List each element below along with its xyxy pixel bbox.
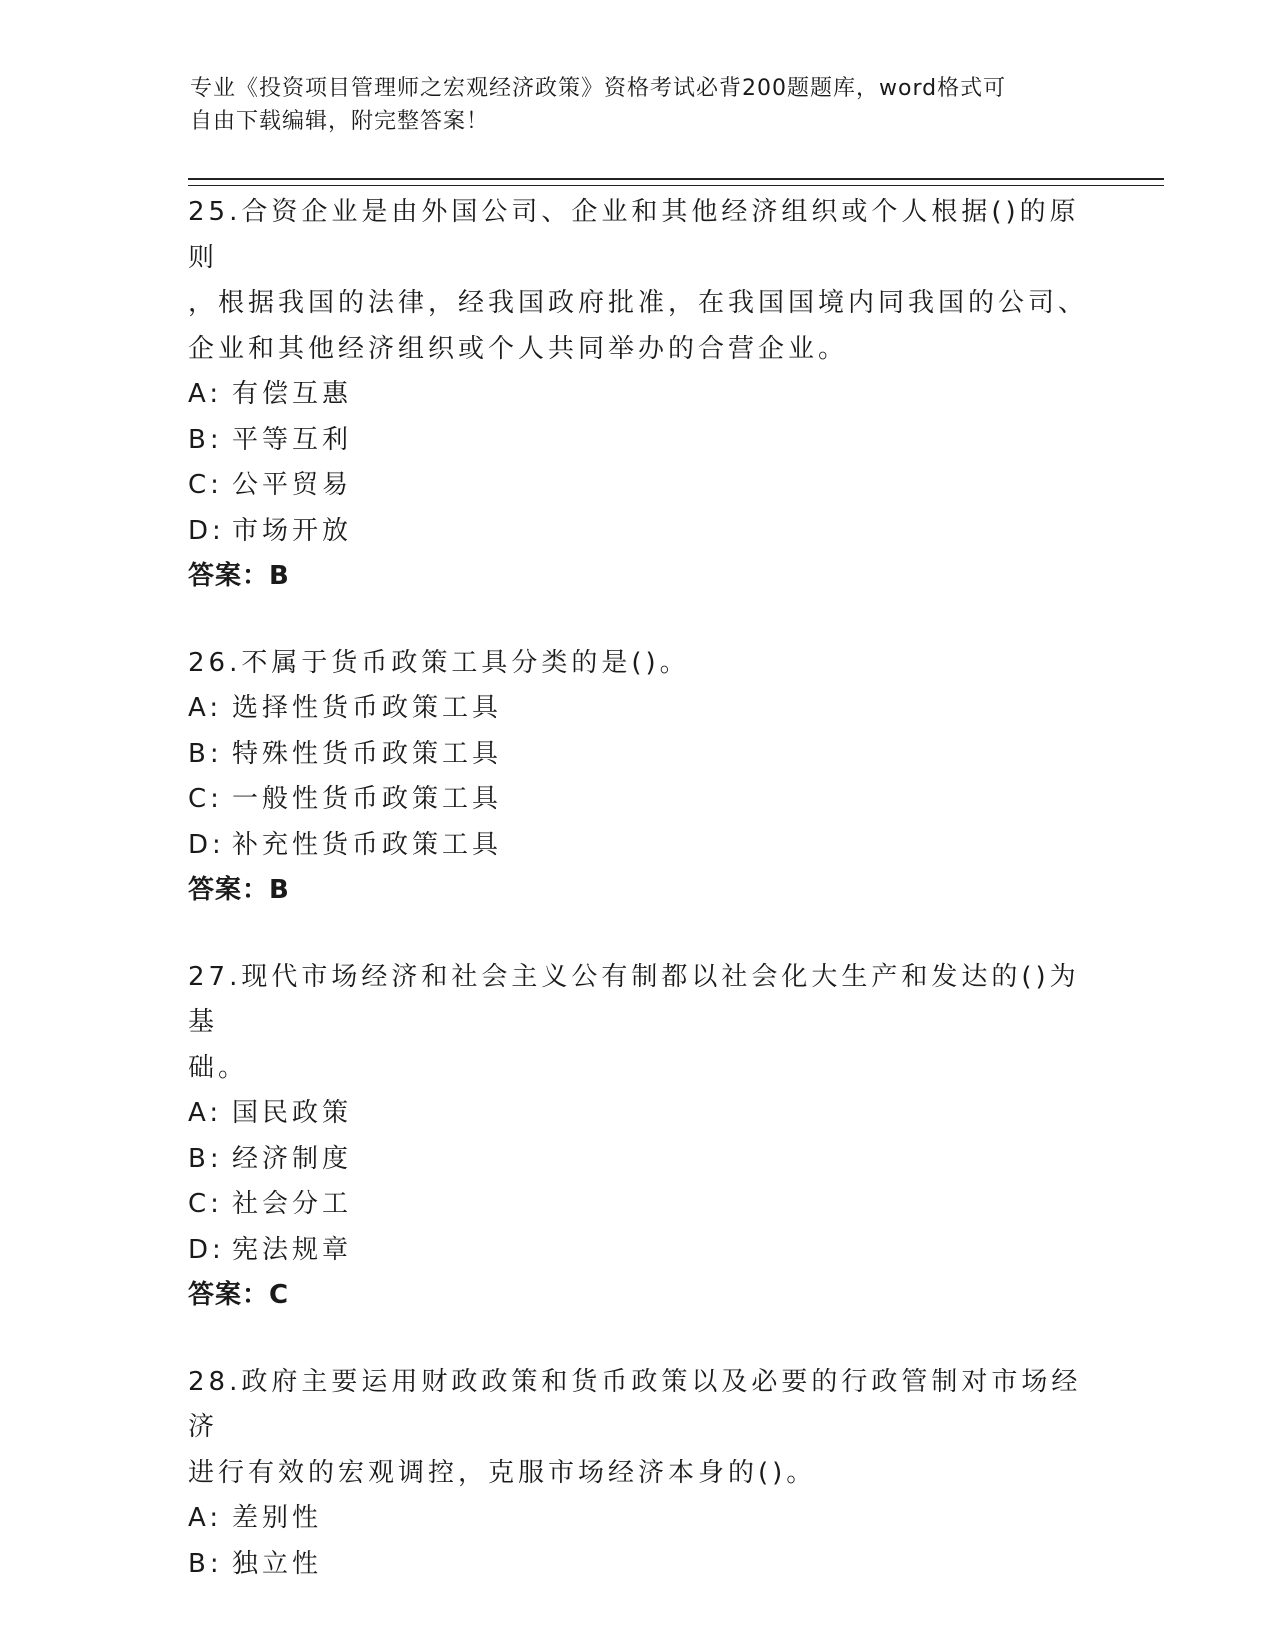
- option-key: D:: [188, 829, 225, 860]
- option-d: [188, 509, 1088, 555]
- option-text: 选择性货币政策工具: [232, 693, 503, 723]
- option-c: [188, 777, 1088, 823]
- option-key: A:: [188, 1503, 223, 1533]
- option-text: 宪法规章: [232, 1234, 353, 1265]
- question-list: [188, 190, 1088, 1628]
- option-text: 特殊性货币政策工具: [232, 738, 503, 769]
- option-c: [188, 463, 1088, 509]
- answer-label: 答案：C: [188, 1280, 290, 1310]
- header-title-line-2: 自由下载编辑，附完整答案！: [190, 109, 490, 134]
- option-text: 有偿互惠: [232, 379, 353, 409]
- option-key: D:: [188, 1234, 225, 1265]
- question-28: [188, 1360, 1088, 1588]
- option-key: D:: [188, 515, 225, 546]
- option-key: B:: [188, 738, 223, 769]
- option-b: [188, 1542, 1088, 1588]
- question-stem: 25.合资企业是由外国公司、企业和其他经济组织或个人根据()的原则 ，根据我国的法律，经我国政府批准，在我国国境内同我国的公司、 企业和其他经济组织或个人共同举办的合营企业。: [188, 197, 1089, 364]
- option-d: [188, 823, 1088, 869]
- question-27: [188, 955, 1088, 1319]
- option-key: A:: [188, 693, 223, 723]
- question-stem: 26.不属于货币政策工具分类的是()。: [188, 647, 690, 678]
- answer-label: 答案：B: [188, 561, 290, 591]
- option-a: [188, 686, 1088, 732]
- option-text: 社会分工: [232, 1189, 353, 1219]
- option-key: C:: [188, 1189, 223, 1219]
- option-text: 国民政策: [232, 1098, 353, 1128]
- header-divider: [188, 178, 1164, 186]
- option-key: B:: [188, 424, 223, 455]
- question-stem: 28.政府主要运用财政政策和货币政策以及必要的行政管制对市场经济 进行有效的宏观调控，克服市场经济本身的()。: [188, 1366, 1082, 1488]
- option-text: 经济制度: [232, 1143, 353, 1174]
- option-b: [188, 418, 1088, 464]
- option-b: [188, 732, 1088, 778]
- option-a: [188, 372, 1088, 418]
- option-key: C:: [188, 470, 223, 500]
- option-text: 独立性: [232, 1548, 323, 1579]
- option-key: C:: [188, 784, 223, 814]
- option-d: [188, 1228, 1088, 1274]
- option-b: [188, 1137, 1088, 1183]
- option-key: A:: [188, 379, 223, 409]
- option-key: A:: [188, 1098, 223, 1128]
- option-text: 平等互利: [232, 424, 353, 455]
- question-stem: 27.现代市场经济和社会主义公有制都以社会化大生产和发达的()为基 础。: [188, 961, 1080, 1083]
- question-25: [188, 190, 1088, 600]
- question-26: [188, 641, 1088, 914]
- option-text: 补充性货币政策工具: [232, 829, 503, 860]
- option-c: [188, 1182, 1088, 1228]
- option-text: 市场开放: [232, 515, 353, 546]
- option-text: 一般性货币政策工具: [232, 784, 503, 814]
- option-a: [188, 1496, 1088, 1542]
- option-text: 公平贸易: [232, 470, 353, 500]
- answer-label: 答案：B: [188, 875, 290, 905]
- option-a: [188, 1091, 1088, 1137]
- header-title-line-1: 专业《投资项目管理师之宏观经济政策》资格考试必背200题题库，word格式可: [190, 76, 1007, 101]
- option-text: 差别性: [232, 1503, 323, 1533]
- option-key: B:: [188, 1548, 223, 1579]
- document-header: [190, 72, 1090, 138]
- option-key: B:: [188, 1143, 223, 1174]
